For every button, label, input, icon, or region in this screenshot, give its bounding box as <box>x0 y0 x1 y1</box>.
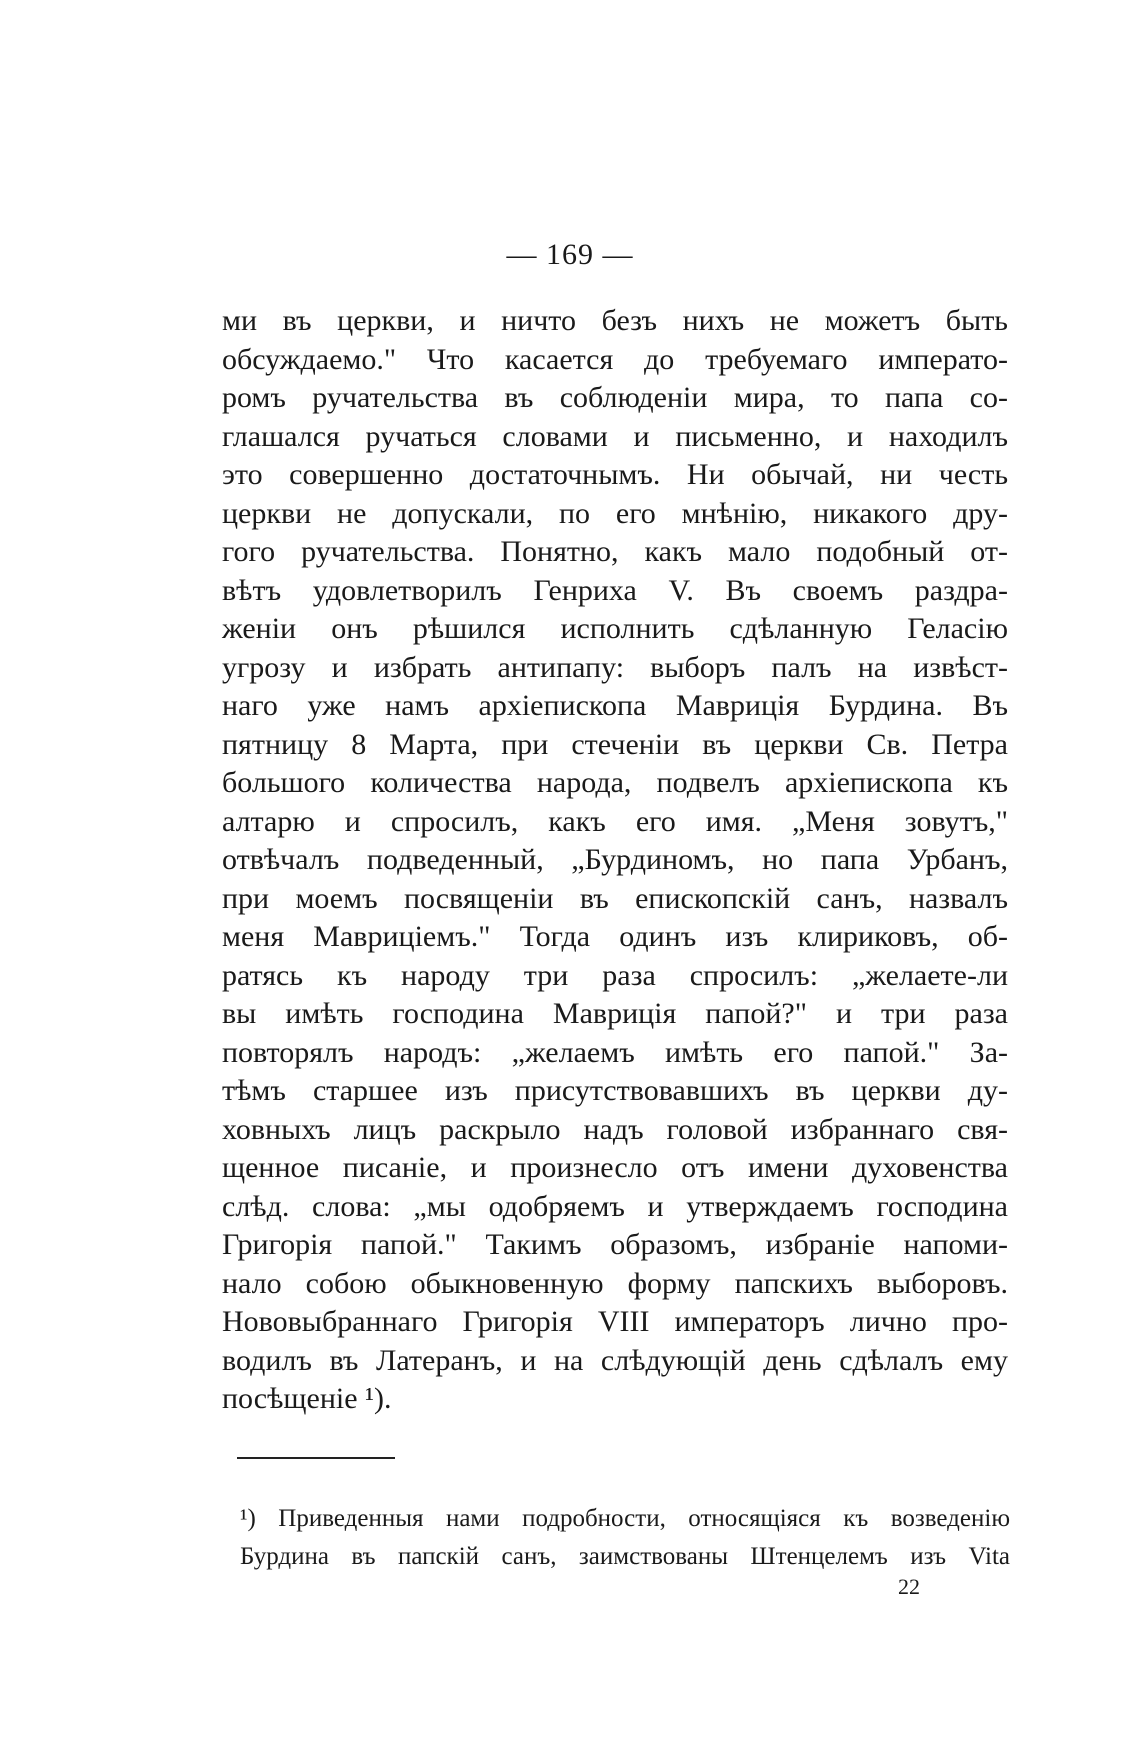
text-line: церкви не допускали, по его мнѣнію, никакого дру- <box>222 496 1008 530</box>
footnotes <box>240 1500 1010 1576</box>
text-line: Григорія папой." Такимъ образомъ, избраніе напоми- <box>222 1228 1008 1261</box>
text-line: меня Маврицiемъ." Тогда одинъ изъ клириковъ, об- <box>222 920 1008 953</box>
text-line: ратясь къ народу три раза спросилъ: „желаете-ли <box>222 958 1008 992</box>
text-line: гого ручательства. Понятно, какъ мало подобный от- <box>222 535 1008 568</box>
footnote-divider <box>237 1457 395 1459</box>
text-line: это совершенно достаточнымъ. Ни обычай, ни честь <box>222 458 1008 491</box>
text-line: посѣщеніе ¹). <box>222 1382 392 1415</box>
text-line: угрозу и избрать антипапу: выборъ палъ на извѣст- <box>222 650 1008 684</box>
text-line: пятницу 8 Марта, при стеченіи въ церкви Св. Петра <box>222 727 1008 761</box>
text-line: вѣтъ удовлетворилъ Генриха V. Въ своемъ раздра- <box>222 573 1008 607</box>
text-line: женіи онъ рѣшился исполнить сдѣланную Геласію <box>222 612 1008 645</box>
text-line: наго уже намъ архіепископа Мавриція Бурдина. Въ <box>222 689 1008 722</box>
signature-mark: 22 <box>898 1574 920 1599</box>
text-line: ховныхъ лицъ раскрыло надъ головой избраннаго свя- <box>222 1112 1008 1146</box>
text-line: вы имѣть господина Маврицiя папой?" и три раза <box>222 997 1008 1030</box>
text-line: щенное писаніе, и произнесло отъ имени духовенства <box>222 1151 1008 1184</box>
text-line: повторялъ народъ: „желаемъ имѣть его папой." За- <box>222 1035 1008 1069</box>
text-line: водилъ въ Латеранъ, и на слѣдующій день сдѣлалъ ему <box>222 1343 1008 1377</box>
text-line: обсуждаемо." Что касается до требуемаго императо- <box>222 342 1008 376</box>
text-line: тѣмъ старшее изъ присутствовавшихъ въ церкви ду- <box>222 1074 1008 1107</box>
text-line: при моемъ посвященіи въ епископскій санъ, назвалъ <box>222 881 1008 915</box>
text-line: глашался ручаться словами и письменно, и находилъ <box>222 419 1008 453</box>
footnote-line: Бурдина въ папскій санъ, заимствованы Штенцелемъ изъ Vita <box>240 1543 1010 1570</box>
text-line: Нововыбраннаго Григорія VIII императоръ лично про- <box>222 1305 1008 1338</box>
text-line: большого количества народа, подвелъ архіепископа къ <box>222 766 1008 799</box>
text-line: алтарю и спросилъ, какъ его имя. „Меня зовутъ," <box>222 804 1008 838</box>
text-line: слѣд. слова: „мы одобряемъ и утверждаемъ господина <box>222 1189 1008 1223</box>
text-line: отвѣчалъ подведенный, „Бурдиномъ, но папа Урбанъ, <box>222 843 1008 876</box>
text-line: ми въ церкви, и ничто безъ нихъ не можетъ быть <box>222 304 1008 337</box>
main-text <box>222 302 1008 1419</box>
text-line: нало собою обыкновенную форму папскихъ выборовъ. <box>222 1266 1008 1300</box>
footnote-line: ¹) Приведенныя нами подробности, относящіяся къ возведенію <box>240 1505 1010 1532</box>
text-line: ромъ ручательства въ соблюденіи мира, то папа со- <box>222 381 1008 414</box>
page-number: — 169 — <box>506 238 634 271</box>
